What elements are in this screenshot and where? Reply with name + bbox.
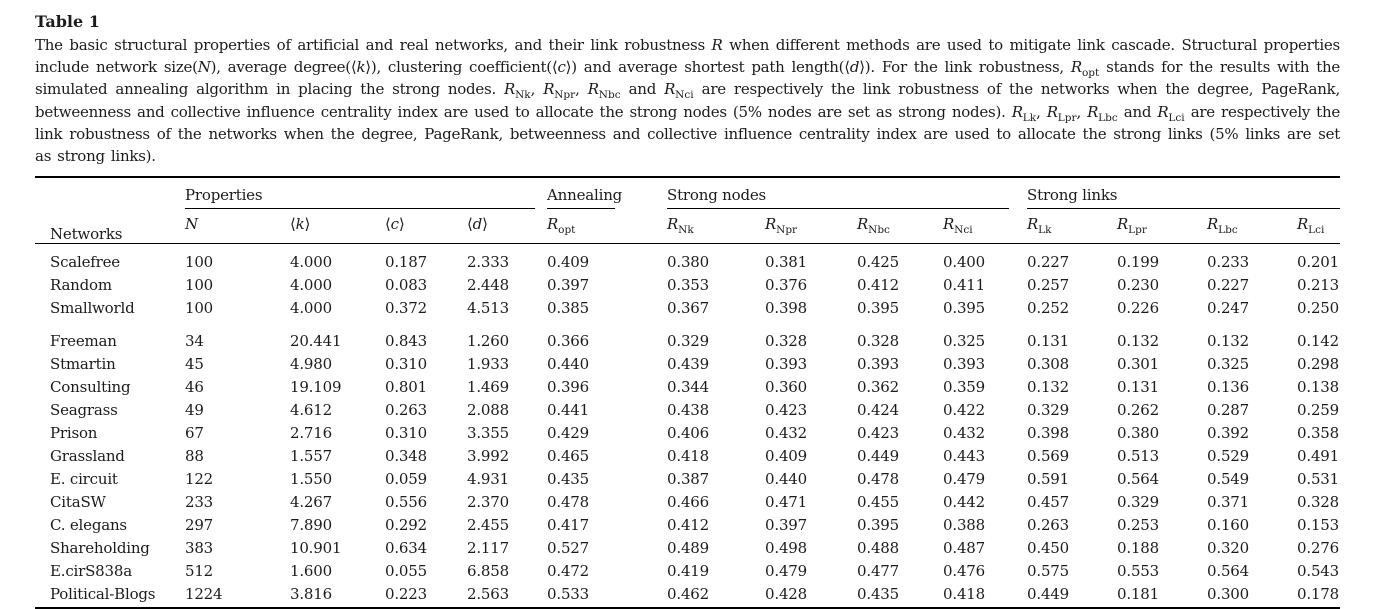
table-row xyxy=(35,420,1340,443)
value-cell: 0.549 xyxy=(1207,470,1249,489)
network-name-cell: Consulting xyxy=(50,378,131,397)
value-cell: 0.487 xyxy=(943,539,985,558)
value-cell: 0.634 xyxy=(385,539,427,558)
value-cell: 0.132 xyxy=(1027,378,1069,397)
value-cell: 0.325 xyxy=(943,332,985,351)
value-cell: 0.418 xyxy=(943,585,985,604)
value-cell: 0.226 xyxy=(1117,299,1159,318)
value-cell: 0.397 xyxy=(765,516,807,535)
value-cell: 49 xyxy=(185,401,204,420)
column-header: ⟨c⟩ xyxy=(385,214,405,233)
value-cell: 0.412 xyxy=(667,516,709,535)
network-name-cell: Stmartin xyxy=(50,355,116,374)
value-cell: 0.376 xyxy=(765,276,807,295)
value-cell: 0.328 xyxy=(857,332,899,351)
value-cell: 0.287 xyxy=(1207,401,1249,420)
value-cell: 0.476 xyxy=(943,562,985,581)
value-cell: 67 xyxy=(185,424,204,443)
value-cell: 0.396 xyxy=(547,378,589,397)
value-cell: 0.533 xyxy=(547,585,589,604)
value-cell: 0.543 xyxy=(1297,562,1339,581)
value-cell: 3.816 xyxy=(290,585,332,604)
value-cell: 0.230 xyxy=(1117,276,1159,295)
strong-links-group-label: Strong links xyxy=(1027,186,1340,209)
value-cell: 0.292 xyxy=(385,516,427,535)
table-row xyxy=(35,318,1340,351)
value-cell: 0.178 xyxy=(1297,585,1339,604)
strong-nodes-group-label: Strong nodes xyxy=(667,186,1009,209)
value-cell: 2.716 xyxy=(290,424,332,443)
value-cell: 0.262 xyxy=(1117,401,1159,420)
value-cell: 0.393 xyxy=(857,355,899,374)
value-cell: 0.564 xyxy=(1117,470,1159,489)
value-cell: 0.138 xyxy=(1297,378,1339,397)
value-cell: 1.557 xyxy=(290,447,332,466)
value-cell: 0.252 xyxy=(1027,299,1069,318)
value-cell: 0.397 xyxy=(547,276,589,295)
value-cell: 2.333 xyxy=(467,253,509,272)
value-cell: 0.564 xyxy=(1207,562,1249,581)
value-cell: 0.435 xyxy=(547,470,589,489)
value-cell: 0.257 xyxy=(1027,276,1069,295)
value-cell: 0.055 xyxy=(385,562,427,581)
value-cell: 0.259 xyxy=(1297,401,1339,420)
value-cell: 3.992 xyxy=(467,447,509,466)
value-cell: 2.563 xyxy=(467,585,509,604)
value-cell: 0.344 xyxy=(667,378,709,397)
value-cell: 0.328 xyxy=(765,332,807,351)
value-cell: 0.188 xyxy=(1117,539,1159,558)
value-cell: 0.301 xyxy=(1117,355,1159,374)
network-name-cell: CitaSW xyxy=(50,493,106,512)
value-cell: 0.362 xyxy=(857,378,899,397)
value-cell: 0.181 xyxy=(1117,585,1159,604)
value-cell: 0.438 xyxy=(667,401,709,420)
value-cell: 0.366 xyxy=(547,332,589,351)
value-cell: 1.469 xyxy=(467,378,509,397)
value-cell: 0.329 xyxy=(1027,401,1069,420)
table-row xyxy=(35,351,1340,374)
value-cell: 297 xyxy=(185,516,214,535)
value-cell: 0.591 xyxy=(1027,470,1069,489)
value-cell: 0.371 xyxy=(1207,493,1249,512)
value-cell: 0.385 xyxy=(547,299,589,318)
value-cell: 0.440 xyxy=(547,355,589,374)
table-row xyxy=(35,535,1340,558)
value-cell: 0.412 xyxy=(857,276,899,295)
value-cell: 0.329 xyxy=(1117,493,1159,512)
value-cell: 4.000 xyxy=(290,276,332,295)
value-cell: 0.424 xyxy=(857,401,899,420)
value-cell: 0.423 xyxy=(857,424,899,443)
table-row xyxy=(35,272,1340,295)
value-cell: 0.479 xyxy=(765,562,807,581)
value-cell: 0.529 xyxy=(1207,447,1249,466)
strong-nodes-group-header xyxy=(667,177,1027,209)
value-cell: 0.418 xyxy=(667,447,709,466)
value-cell: 0.575 xyxy=(1027,562,1069,581)
column-header: ⟨k⟩ xyxy=(290,214,311,233)
value-cell: 0.387 xyxy=(667,470,709,489)
value-cell: 0.353 xyxy=(667,276,709,295)
value-cell: 0.455 xyxy=(857,493,899,512)
table-row xyxy=(35,558,1340,581)
value-cell: 0.398 xyxy=(765,299,807,318)
value-cell: 0.531 xyxy=(1297,470,1339,489)
network-name-cell: Random xyxy=(50,276,112,295)
value-cell: 0.213 xyxy=(1297,276,1339,295)
value-cell: 0.132 xyxy=(1117,332,1159,351)
value-cell: 2.088 xyxy=(467,401,509,420)
strong-links-group-header xyxy=(1027,177,1340,209)
value-cell: 0.801 xyxy=(385,378,427,397)
value-cell: 6.858 xyxy=(467,562,509,581)
value-cell: 1.933 xyxy=(467,355,509,374)
table-caption xyxy=(35,34,1340,167)
value-cell: 19.109 xyxy=(290,378,342,397)
value-cell: 0.457 xyxy=(1027,493,1069,512)
value-cell: 0.276 xyxy=(1297,539,1339,558)
value-cell: 0.395 xyxy=(943,299,985,318)
table-row xyxy=(35,489,1340,512)
value-cell: 0.253 xyxy=(1117,516,1159,535)
value-cell: 4.980 xyxy=(290,355,332,374)
value-cell: 0.329 xyxy=(667,332,709,351)
value-cell: 2.370 xyxy=(467,493,509,512)
network-name-cell: Seagrass xyxy=(50,401,118,420)
value-cell: 0.227 xyxy=(1207,276,1249,295)
annealing-group-header xyxy=(547,177,667,209)
value-cell: 7.890 xyxy=(290,516,332,535)
value-cell: 0.477 xyxy=(857,562,899,581)
network-name-cell: Prison xyxy=(50,424,98,443)
table-row xyxy=(35,443,1340,466)
value-cell: 0.425 xyxy=(857,253,899,272)
value-cell: 100 xyxy=(185,253,214,272)
value-cell: 0.153 xyxy=(1297,516,1339,535)
value-cell: 0.310 xyxy=(385,424,427,443)
value-cell: 100 xyxy=(185,299,214,318)
value-cell: 4.000 xyxy=(290,299,332,318)
value-cell: 0.440 xyxy=(765,470,807,489)
value-cell: 0.136 xyxy=(1207,378,1249,397)
value-cell: 46 xyxy=(185,378,204,397)
table-title: Table 1 xyxy=(35,12,100,31)
value-cell: 0.348 xyxy=(385,447,427,466)
value-cell: 0.395 xyxy=(857,516,899,535)
value-cell: 233 xyxy=(185,493,214,512)
value-cell: 4.513 xyxy=(467,299,509,318)
networks-column-header: Networks xyxy=(50,225,123,244)
column-header: $R_{Lk}$ xyxy=(1027,214,1052,236)
value-cell: 0.263 xyxy=(385,401,427,420)
value-cell: 0.498 xyxy=(765,539,807,558)
value-cell: 0.310 xyxy=(385,355,427,374)
table-header xyxy=(35,177,1340,244)
value-cell: 0.400 xyxy=(943,253,985,272)
properties-group-label: Properties xyxy=(185,186,535,209)
value-cell: 0.471 xyxy=(765,493,807,512)
column-header: $R_{Nk}$ xyxy=(667,214,694,236)
value-cell: 0.432 xyxy=(765,424,807,443)
value-cell: 100 xyxy=(185,276,214,295)
value-cell: 0.263 xyxy=(1027,516,1069,535)
value-cell: 0.429 xyxy=(547,424,589,443)
value-cell: 45 xyxy=(185,355,204,374)
value-cell: 0.432 xyxy=(943,424,985,443)
value-cell: 122 xyxy=(185,470,214,489)
column-header: $R_{Lpr}$ xyxy=(1117,214,1147,236)
table-row xyxy=(35,374,1340,397)
network-name-cell: E. circuit xyxy=(50,470,118,489)
value-cell: 0.409 xyxy=(765,447,807,466)
value-cell: 0.409 xyxy=(547,253,589,272)
value-cell: 0.247 xyxy=(1207,299,1249,318)
value-cell: 0.059 xyxy=(385,470,427,489)
value-cell: 3.355 xyxy=(467,424,509,443)
value-cell: 0.083 xyxy=(385,276,427,295)
column-header: N xyxy=(185,214,198,233)
value-cell: 0.488 xyxy=(857,539,899,558)
column-header: $R_{Npr}$ xyxy=(765,214,798,236)
value-cell: 0.395 xyxy=(857,299,899,318)
column-header: $R_{Lbc}$ xyxy=(1207,214,1238,236)
value-cell: 0.443 xyxy=(943,447,985,466)
value-cell: 0.381 xyxy=(765,253,807,272)
value-cell: 0.380 xyxy=(1117,424,1159,443)
table-row xyxy=(35,581,1340,608)
value-cell: 0.423 xyxy=(765,401,807,420)
value-cell: 88 xyxy=(185,447,204,466)
value-cell: 1.600 xyxy=(290,562,332,581)
network-name-cell: E.cirS838a xyxy=(50,562,132,581)
table-row xyxy=(35,295,1340,318)
value-cell: 0.298 xyxy=(1297,355,1339,374)
column-header: $R_{opt}$ xyxy=(547,214,576,236)
value-cell: 0.417 xyxy=(547,516,589,535)
value-cell: 0.380 xyxy=(667,253,709,272)
value-cell: 0.439 xyxy=(667,355,709,374)
value-cell: 0.513 xyxy=(1117,447,1159,466)
value-cell: 0.250 xyxy=(1297,299,1339,318)
value-cell: 4.931 xyxy=(467,470,509,489)
value-cell: 0.450 xyxy=(1027,539,1069,558)
caption-text: The basic structural properties of artificial and real networks, and their link robustness R when different methods are used to mitigate link cascade. Structural properties include network size(N), average degree(⟨k⟩), clustering coefficient(⟨c⟩) and average shortest path length(⟨d⟩). For the link robustness, $R_{opt}$ stands for the results with the simulated annealing algorithm in placing the strong nodes. $R_{Nk}$, $R_{Npr}$, $R_{Nbc}$ and $R_{Nci}$ are respectively the link robustness of the networks when the degree, PageRank, betweenness and collective influence centrality index are used to allocate the strong nodes (5% nodes are set as strong nodes). $R_{Lk}$, $R_{Lpr}$, $R_{Lbc}$ and $R_{Lci}$ are respectively the link robustness of the networks when the degree, PageRank, betweenness and collective influence centrality index are used to allocate the strong links (5% links are set as strong links). xyxy=(35,36,1341,166)
value-cell: 0.328 xyxy=(1297,493,1339,512)
table-body xyxy=(35,244,1340,609)
column-header: $R_{Nbc}$ xyxy=(857,214,890,236)
value-cell: 0.131 xyxy=(1117,378,1159,397)
value-cell: 0.435 xyxy=(857,585,899,604)
value-cell: 0.132 xyxy=(1207,332,1249,351)
network-name-cell: Smallworld xyxy=(50,299,135,318)
value-cell: 0.320 xyxy=(1207,539,1249,558)
value-cell: 0.199 xyxy=(1117,253,1159,272)
value-cell: 0.358 xyxy=(1297,424,1339,443)
value-cell: 0.227 xyxy=(1027,253,1069,272)
value-cell: 1.260 xyxy=(467,332,509,351)
value-cell: 0.478 xyxy=(547,493,589,512)
network-name-cell: Freeman xyxy=(50,332,117,351)
value-cell: 0.131 xyxy=(1027,332,1069,351)
value-cell: 0.442 xyxy=(943,493,985,512)
value-cell: 0.478 xyxy=(857,470,899,489)
table-row xyxy=(35,466,1340,489)
value-cell: 0.325 xyxy=(1207,355,1249,374)
value-cell: 0.472 xyxy=(547,562,589,581)
value-cell: 0.359 xyxy=(943,378,985,397)
value-cell: 0.422 xyxy=(943,401,985,420)
value-cell: 0.449 xyxy=(1027,585,1069,604)
value-cell: 0.419 xyxy=(667,562,709,581)
value-cell: 0.411 xyxy=(943,276,985,295)
column-header: $R_{Nci}$ xyxy=(943,214,973,236)
column-header: $R_{Lci}$ xyxy=(1297,214,1325,236)
value-cell: 0.300 xyxy=(1207,585,1249,604)
annealing-group-label: Annealing xyxy=(547,186,615,209)
value-cell: 0.489 xyxy=(667,539,709,558)
value-cell: 0.466 xyxy=(667,493,709,512)
value-cell: 20.441 xyxy=(290,332,342,351)
value-cell: 0.556 xyxy=(385,493,427,512)
network-name-cell: Grassland xyxy=(50,447,125,466)
value-cell: 0.479 xyxy=(943,470,985,489)
value-cell: 0.233 xyxy=(1207,253,1249,272)
value-cell: 2.117 xyxy=(467,539,509,558)
value-cell: 0.462 xyxy=(667,585,709,604)
network-name-cell: Shareholding xyxy=(50,539,150,558)
value-cell: 0.491 xyxy=(1297,447,1339,466)
value-cell: 2.448 xyxy=(467,276,509,295)
value-cell: 4.612 xyxy=(290,401,332,420)
value-cell: 0.393 xyxy=(943,355,985,374)
properties-group-header xyxy=(185,177,547,209)
group-header-row xyxy=(35,177,1340,209)
value-cell: 0.388 xyxy=(943,516,985,535)
network-name-cell: Scalefree xyxy=(50,253,120,272)
value-cell: 1224 xyxy=(185,585,223,604)
value-cell: 0.553 xyxy=(1117,562,1159,581)
value-cell: 0.569 xyxy=(1027,447,1069,466)
network-name-cell: C. elegans xyxy=(50,516,127,535)
table-row xyxy=(35,512,1340,535)
value-cell: 0.406 xyxy=(667,424,709,443)
value-cell: 0.360 xyxy=(765,378,807,397)
value-cell: 10.901 xyxy=(290,539,342,558)
value-cell: 0.428 xyxy=(765,585,807,604)
value-cell: 0.142 xyxy=(1297,332,1339,351)
value-cell: 0.308 xyxy=(1027,355,1069,374)
value-cell: 0.441 xyxy=(547,401,589,420)
value-cell: 2.455 xyxy=(467,516,509,535)
value-cell: 4.000 xyxy=(290,253,332,272)
value-cell: 0.393 xyxy=(765,355,807,374)
value-cell: 0.372 xyxy=(385,299,427,318)
table-row xyxy=(35,244,1340,273)
value-cell: 34 xyxy=(185,332,204,351)
value-cell: 0.223 xyxy=(385,585,427,604)
value-cell: 0.843 xyxy=(385,332,427,351)
value-cell: 0.160 xyxy=(1207,516,1249,535)
value-cell: 0.201 xyxy=(1297,253,1339,272)
value-cell: 4.267 xyxy=(290,493,332,512)
column-header: ⟨d⟩ xyxy=(467,214,488,233)
value-cell: 1.550 xyxy=(290,470,332,489)
network-name-cell: Political-Blogs xyxy=(50,585,156,604)
value-cell: 0.527 xyxy=(547,539,589,558)
value-cell: 0.465 xyxy=(547,447,589,466)
value-cell: 0.367 xyxy=(667,299,709,318)
value-cell: 0.187 xyxy=(385,253,427,272)
table-row xyxy=(35,397,1340,420)
subheader-row xyxy=(35,209,1340,244)
value-cell: 0.398 xyxy=(1027,424,1069,443)
value-cell: 512 xyxy=(185,562,214,581)
value-cell: 383 xyxy=(185,539,214,558)
value-cell: 0.392 xyxy=(1207,424,1249,443)
value-cell: 0.449 xyxy=(857,447,899,466)
data-table xyxy=(35,176,1340,609)
